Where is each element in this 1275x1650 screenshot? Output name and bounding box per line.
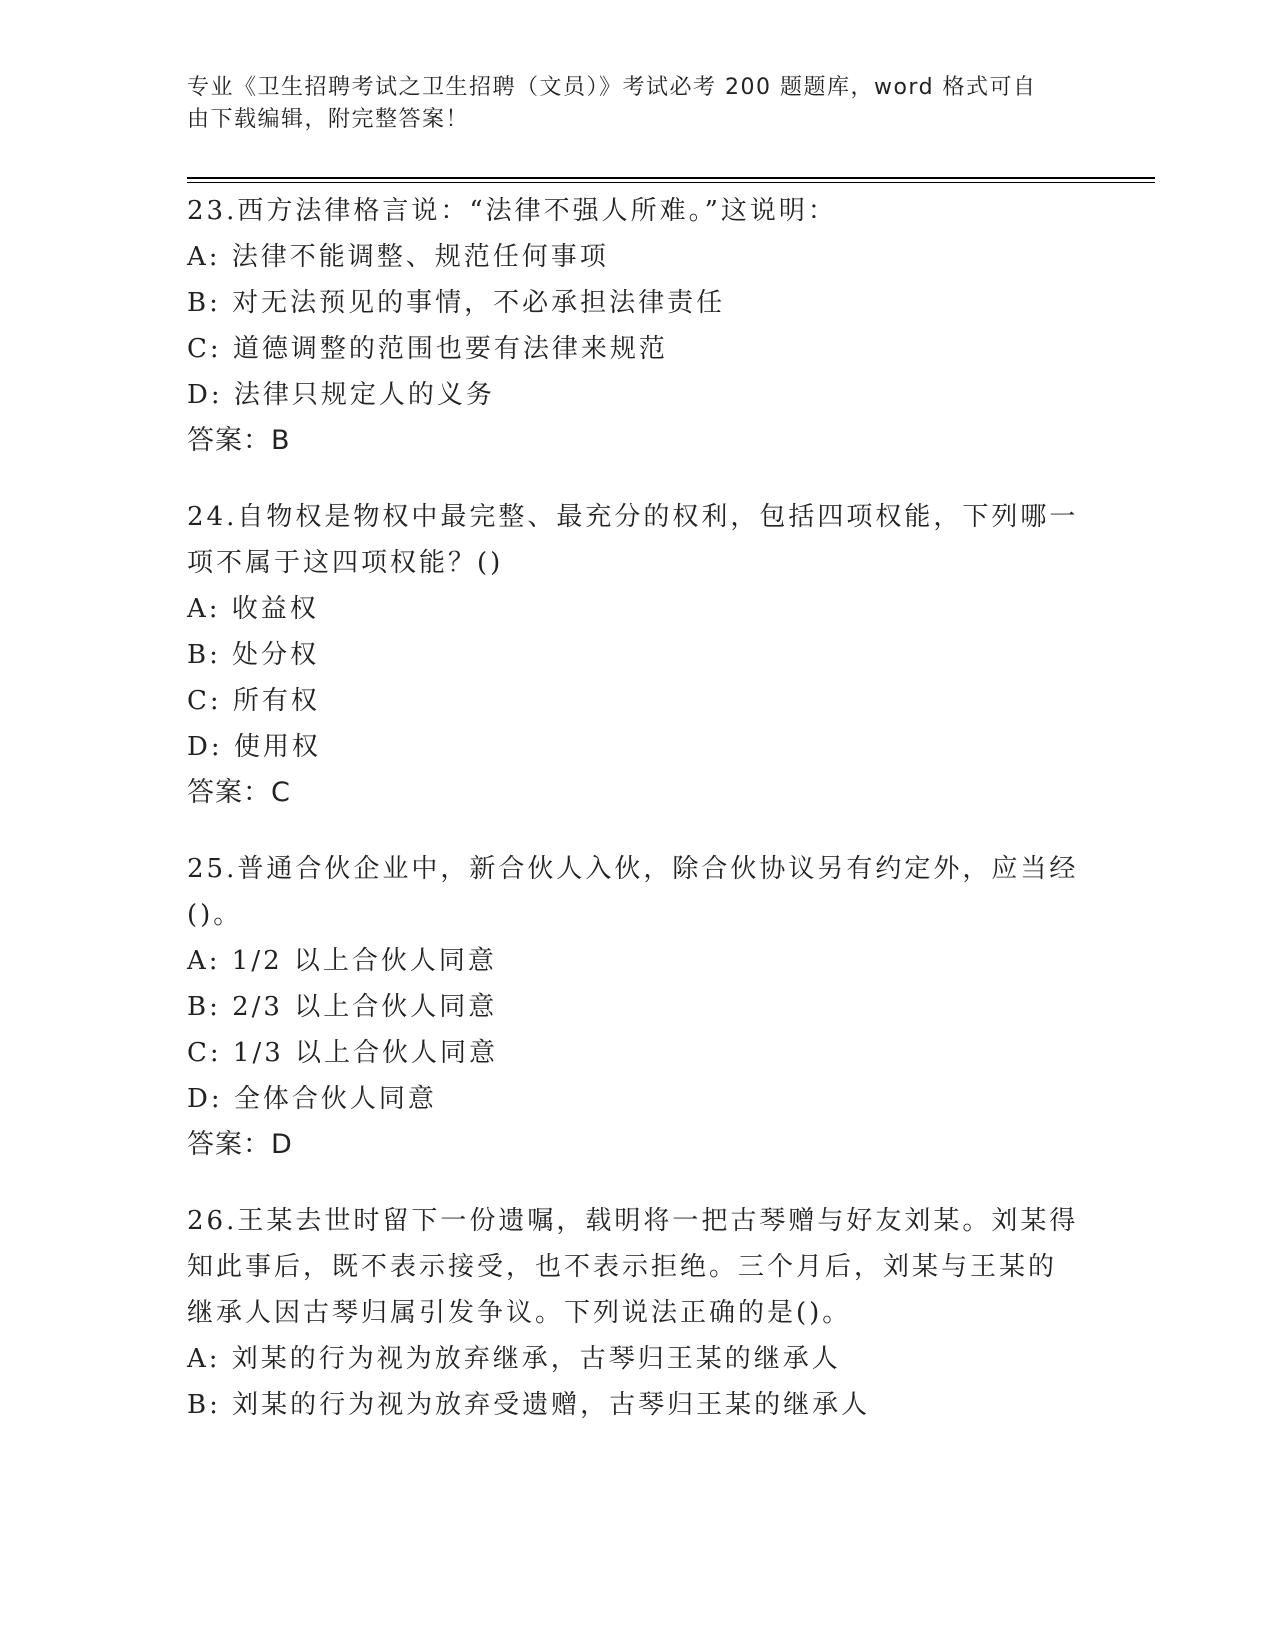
answer-line: 答案：B xyxy=(187,425,291,456)
question-24 xyxy=(187,494,1087,816)
option-c: C: 道德调整的范围也要有法律来规范 xyxy=(187,334,668,364)
header-line: 专业《卫生招聘考试之卫生招聘（文员）》考试必考 200 题题库，word 格式可自 xyxy=(187,75,1037,100)
document-header xyxy=(187,72,1087,136)
header-line: 由下载编辑，附完整答案！ xyxy=(187,107,470,132)
option-a: A: 收益权 xyxy=(187,594,319,624)
question-stem-line: 23.西方法律格言说：“法律不强人所难。”这说明： xyxy=(187,196,837,226)
option-c: C: 所有权 xyxy=(187,686,320,716)
answer-line: 答案：D xyxy=(187,1129,293,1160)
question-25 xyxy=(187,846,1087,1168)
option-d: D: 法律只规定人的义务 xyxy=(187,380,495,410)
option-b: B: 处分权 xyxy=(187,640,320,670)
question-stem-line: 25.普通合伙企业中，新合伙人入伙，除合伙协议另有约定外，应当经 xyxy=(187,854,1079,884)
question-26 xyxy=(187,1198,1087,1428)
question-stem-line: 项不属于这四项权能？() xyxy=(187,548,504,578)
option-b: B: 对无法预见的事情，不必承担法律责任 xyxy=(187,288,726,318)
question-stem-line: 知此事后，既不表示接受，也不表示拒绝。三个月后，刘某与王某的 xyxy=(187,1252,1058,1282)
option-a: A: 1/2 以上合伙人同意 xyxy=(187,946,497,976)
question-stem-line: 继承人因古琴归属引发争议。下列说法正确的是()。 xyxy=(187,1298,852,1328)
option-c: C: 1/3 以上合伙人同意 xyxy=(187,1038,499,1068)
question-stem-line: ()。 xyxy=(187,900,243,930)
option-d: D: 使用权 xyxy=(187,732,321,762)
option-a: A: 刘某的行为视为放弃继承，古琴归王某的继承人 xyxy=(187,1344,841,1374)
question-23 xyxy=(187,188,1087,464)
answer-line: 答案：C xyxy=(187,777,291,808)
option-a: A: 法律不能调整、规范任何事项 xyxy=(187,242,609,272)
option-b: B: 2/3 以上合伙人同意 xyxy=(187,992,498,1022)
option-b: B: 刘某的行为视为放弃受遗赠，古琴归王某的继承人 xyxy=(187,1390,871,1420)
header-divider-thin xyxy=(187,182,1155,183)
option-d: D: 全体合伙人同意 xyxy=(187,1084,437,1114)
question-list xyxy=(187,188,1087,1458)
header-divider xyxy=(187,177,1155,179)
question-stem-line: 26.王某去世时留下一份遗嘱，载明将一把古琴赠与好友刘某。刘某得 xyxy=(187,1206,1079,1236)
question-stem-line: 24.自物权是物权中最完整、最充分的权利，包括四项权能，下列哪一 xyxy=(187,502,1079,532)
